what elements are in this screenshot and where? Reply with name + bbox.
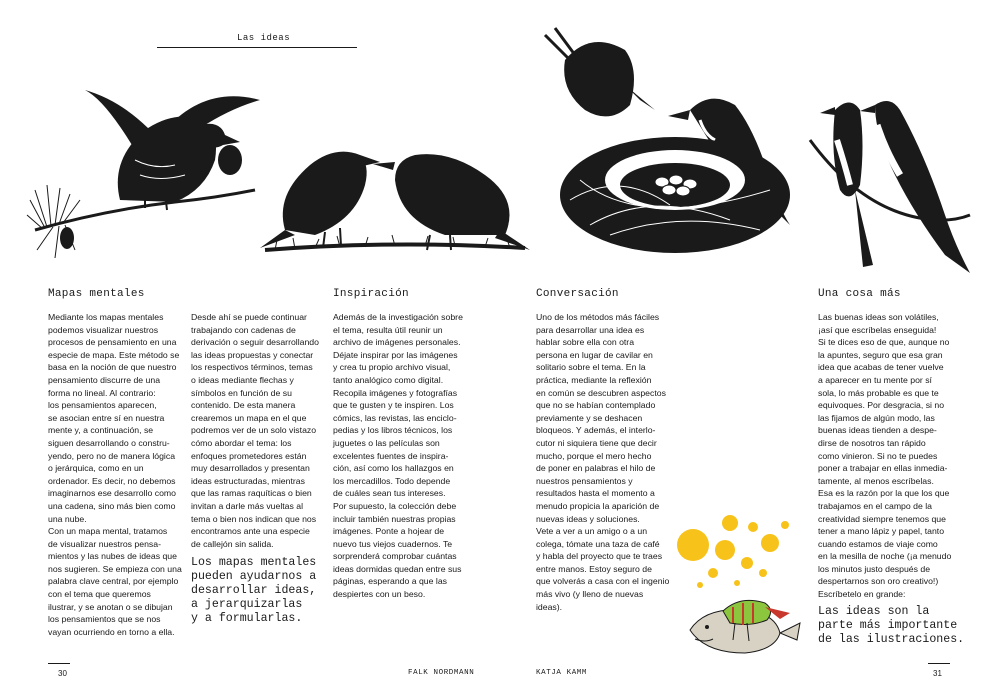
birds-on-nest-illustration <box>540 30 810 260</box>
header-rule <box>157 47 357 48</box>
body-column-2: Desde ahí se puede continuar trabajando con cadenas de derivación o seguir desarrollando las ideas propuestas y conectar los respectivos términos, temas o ideas mediante flechas y símbolos en función de su contenido. De esta manera crearemos un mapa en el que podremos ver de un solo vistazo cómo abordar el tema: los enfoques prometedores están muy desarrollados y presentan ideas estructuradas, mientras que las ramas raquíticas o bien invitan a darle más vueltas al tema o bien nos indican que nos encontramos ante una especie de callejón sin salida. <box>191 312 319 549</box>
two-crows-illustration <box>255 140 530 265</box>
page-number-left: 30 <box>58 669 67 678</box>
body-column-3: Además de la investigación sobre el tema, resulta útil reunir un archivo de imágenes personales. Déjate inspirar por las imágenes y crea tu propio archivo visual, tanto analógico como digital. Recopila imágenes y fotografías que te gusten y te inspiren. Los cómics, las revistas, las enciclo- pedias y los libros técnicos, los juguetes o las películas son excelentes fuentes de inspira- ción, así como los hallazgos en los mercadillos. Todo depende de cuáles sean tus intereses. Por supuesto, la colección debe incluir también nuestras propias imágenes. Ponte a hojear de nuevo tus viejos cuadernos. Te sorprenderá comprobar cuántas ideas dormidas quedan entre sus páginas, esperando a que las despiertes con un beso. <box>333 312 463 600</box>
footer-rule-right <box>928 663 950 664</box>
heading-inspiracion: Inspiración <box>333 288 409 300</box>
author-left: FALK NORDMANN <box>408 669 475 677</box>
page-number-right: 31 <box>933 669 942 678</box>
pull-quote-right: Las ideas son la parte más importante de las ilustraciones. <box>818 605 965 646</box>
heading-una-cosa-mas: Una cosa más <box>818 288 901 300</box>
footer-rule-left <box>48 663 70 664</box>
bird-on-pine-illustration <box>25 90 275 260</box>
author-right: KATJA KAMM <box>536 669 588 677</box>
body-column-5: Las buenas ideas son volátiles, ¡así que escríbelas enseguida! Si te dices eso de que, aunque no la apuntes, seguro que esa gran idea que acabas de tener vuelve a aparecer en tu mente por sí sola, lo más probable es que te equivoques. Por desgracia, si no las fijamos de algún modo, las buenas ideas tienden a despe- dirse de nosotros tan rápido como vinieron. Si no te puedes poner a trabajar en ellas inmedia- tamente, al menos escríbelas. Esa es la razón por la que los que trabajamos en el campo de la creatividad siempre tenemos que tener a mano lápiz y papel, tanto cuando estamos de viaje como en la mesilla de noche (¡a menudo los minutos justo después de despertarnos son oro creativo!) Escríbetelo en grande: <box>818 312 952 600</box>
two-magpies-illustration <box>805 95 975 280</box>
body-column-1: Mediante los mapas mentales podemos visualizar nuestros procesos de pensamiento en una especie de mapa. Este método se basa en la noción de que nuestro pensamiento discurre de una forma no lineal. Al contrario: los pensamientos aparecen, se asocian entre sí en nuestra mente y, a continuación, se siguen desarrollando o constru- yendo, pero no de manera lógica o jerárquica, como en un ordenador. Es decir, no debemos imaginarnos ese desarrollo como una cadena, sino más bien como una nube. Con un mapa mental, tratamos de visualizar nuestros pensa- mientos y las nubes de ideas que nos sugieren. Se empieza con una palabra clave central, por ejemplo con el tema que queremos ilustrar, y se anotan o se dibujan los pensamientos que se nos vayan ocurriendo en torno a ella. <box>48 312 182 637</box>
heading-conversacion: Conversación <box>536 288 619 300</box>
heading-mapas-mentales: Mapas mentales <box>48 288 145 300</box>
body-column-4: Uno de los métodos más fáciles para desarrollar una idea es hablar sobre ella con otra persona en lugar de cavilar en solitario sobre el tema. En la práctica, mediante la reflexión en común se descubren aspectos que no se habían contemplado previamente y se deshacen bloqueos. Y además, el interlo- cutor ni siquiera tiene que decir mucho, porque el mero hecho de poner en palabras el hilo de nuestros pensamientos y resultados hasta el momento a menudo propicia la aparición de nuevas ideas y soluciones. Vete a ver a un amigo o a un colega, tómate una taza de café y habla del proyecto que te traes entre manos. Estoy seguro de que volverás a casa con el ingenio más vivo (y lleno de nuevas ideas). <box>536 312 670 612</box>
pull-quote-left: Los mapas mentales pueden ayudarnos a desarrollar ideas, a jerarquizarlas y a formularlas. <box>191 556 317 625</box>
section-label: Las ideas <box>237 33 291 43</box>
whale-and-bird-illustration <box>675 515 810 665</box>
